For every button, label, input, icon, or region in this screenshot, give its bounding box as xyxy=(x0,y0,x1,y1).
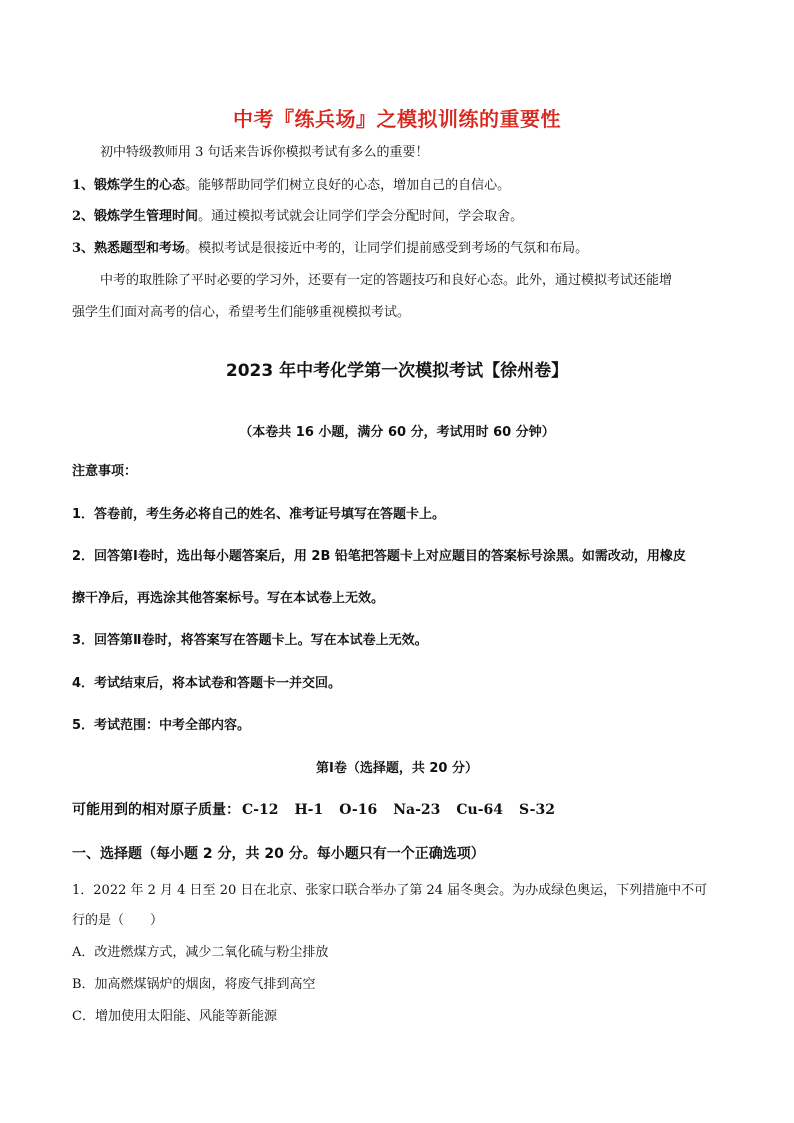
point-number: 1、 xyxy=(72,178,95,193)
notice-item-3: 3．回答第Ⅱ卷时，将答案写在答题卡上。写在本试卷上无效。 xyxy=(72,633,428,648)
exam-subtitle: （本卷共 16 小题，满分 60 分，考试用时 60 分钟） xyxy=(239,425,555,440)
notice-item-5: 5．考试范围：中考全部内容。 xyxy=(72,718,251,733)
notice-item-2: 2．回答第Ⅰ卷时，选出每小题答案后，用 2B 铅笔把答题卡上对应题目的答案标号涂黑。如需改动，用橡皮 xyxy=(72,549,686,564)
intro-closing-line-2: 强学生们面对高考的信心，希望考生们能够重视模拟考试。 xyxy=(72,305,411,320)
atomic-mass-c: C-12 xyxy=(242,802,279,818)
intro-closing-line-1: 中考的取胜除了平时必要的学习外，还要有一定的答题技巧和良好心态。此外，通过模拟考试还能增 xyxy=(100,273,673,288)
exam-title: 2023 年中考化学第一次模拟考试【徐州卷】 xyxy=(225,361,569,381)
intro-point-2 xyxy=(72,208,523,226)
atomic-mass-na: Na-23 xyxy=(393,802,441,818)
intro-lead: 初中特级教师用 3 句话来告诉你模拟考试有多么的重要！ xyxy=(100,145,429,160)
notice-item-1: 1．答卷前，考生务必将自己的姓名、准考证号填写在答题卡上。 xyxy=(72,507,446,522)
atomic-mass-o: O-16 xyxy=(339,802,378,818)
point-number: 2、 xyxy=(72,209,95,224)
point-body: 。模拟考试是很接近中考的，让同学们提前感受到考场的气氛和布局。 xyxy=(185,241,589,256)
question-1-line-2: 行的是（ ） xyxy=(72,913,164,928)
option-b: B．加高燃煤锅炉的烟囱，将废气排到高空 xyxy=(72,977,316,992)
atomic-mass-cu: Cu-64 xyxy=(456,802,504,818)
notice-heading: 注意事项： xyxy=(72,464,138,479)
point-heading: 熟悉题型和考场 xyxy=(94,241,186,256)
intro-point-3 xyxy=(72,240,588,258)
option-c: C．增加使用太阳能、风能等新能源 xyxy=(72,1009,277,1024)
atomic-mass-h: H-1 xyxy=(294,802,324,818)
option-a: A．改进燃煤方式，减少二氧化硫与粉尘排放 xyxy=(72,945,329,960)
point-body: 。能够帮助同学们树立良好的心态，增加自己的自信心。 xyxy=(185,178,511,193)
point-number: 3、 xyxy=(72,241,95,256)
point-heading: 锻炼学生的心态 xyxy=(94,178,186,193)
atomic-mass-line xyxy=(72,801,571,819)
part-heading: 第Ⅰ卷（选择题，共 20 分） xyxy=(316,761,478,776)
intro-point-1 xyxy=(72,177,510,195)
question-1-line-1: 1．2022 年 2 月 4 日至 20 日在北京、张家口联合举办了第 24 届冬奥会。为办成绿色奥运，下列措施中不可 xyxy=(72,883,708,898)
intro-title: 中考『练兵场』之模拟训练的重要性 xyxy=(233,107,561,131)
notice-item-4: 4．考试结束后，将本试卷和答题卡一并交回。 xyxy=(72,676,342,691)
notice-item-2-cont: 擦干净后，再选涂其他答案标号。写在本试卷上无效。 xyxy=(72,591,385,606)
section-heading: 一、选择题（每小题 2 分，共 20 分。每小题只有一个正确选项） xyxy=(72,846,485,862)
point-body: 。通过模拟考试就会让同学们学会分配时间，学会取舍。 xyxy=(198,209,524,224)
atomic-mass-s: S-32 xyxy=(519,802,555,818)
point-heading: 锻炼学生管理时间 xyxy=(94,209,199,224)
atomic-mass-label: 可能用到的相对原子质量： xyxy=(72,802,240,818)
